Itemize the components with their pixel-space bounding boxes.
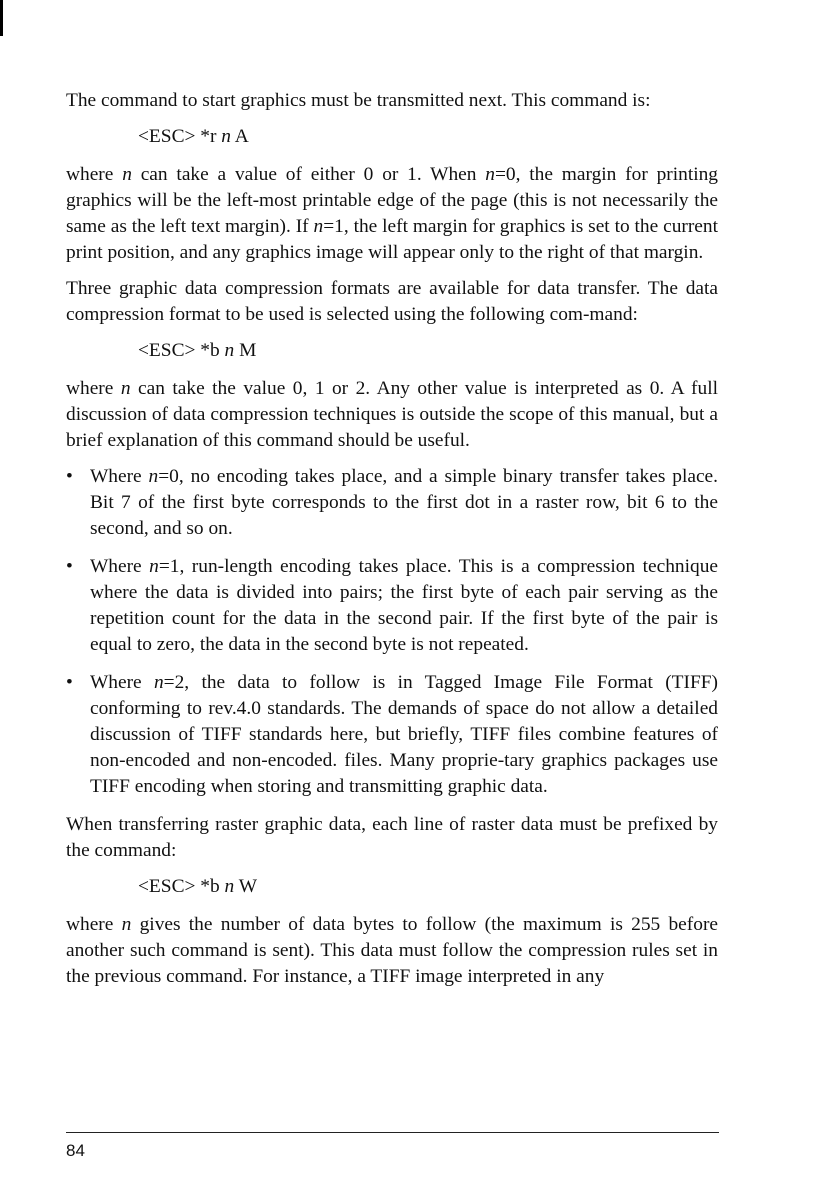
command-variable: n <box>224 340 235 361</box>
bullet-icon: • <box>66 672 73 693</box>
text-run: =1, the left margin for graphics is set to the current print position, and any graphics image will appear only to the right of that margin. <box>66 216 718 263</box>
bullet-icon: • <box>66 466 73 487</box>
command-prefix: <ESC> *b <box>138 340 225 361</box>
escape-command-compression <box>66 338 718 364</box>
list-item <box>66 464 718 542</box>
page-edge-mark <box>0 0 3 36</box>
text-run: =0, no encoding takes place, and a simple binary transfer takes place. Bit 7 of the first byte corresponds to the first dot in a raster row, bit 6 to the second, and so on. <box>90 466 719 539</box>
margin-paragraph <box>66 162 718 266</box>
variable-n: n <box>313 216 324 237</box>
command-prefix: <ESC> *r <box>138 126 222 147</box>
variable-n: n <box>121 914 132 935</box>
text-run: gives the number of data bytes to follow (the maximum is 255 before another such command is sent). This data must follow the compression rules set in the previous command. For instance, a TIFF image interpreted in any <box>66 914 719 987</box>
encoding-list <box>66 464 718 800</box>
variable-n: n <box>120 378 131 399</box>
command-variable: n <box>224 876 235 897</box>
text-run: =0, the margin for printing graphics will be the left-most printable edge of the page (this is not necessarily the same as the left text margin). If <box>66 164 718 237</box>
text-run: can take a value of either 0 or 1. When <box>131 164 486 185</box>
intro-paragraph: The command to start graphics must be transmitted next. This command is: <box>66 90 651 111</box>
text-run: where <box>66 378 121 399</box>
escape-command-graphics-start <box>66 124 718 150</box>
raster-paragraph: When transferring raster graphic data, each line of raster data must be prefixed by the command: <box>66 814 718 861</box>
command-suffix: W <box>234 876 258 897</box>
text-run: Where <box>90 466 149 487</box>
variable-n: n <box>149 556 159 577</box>
text-run: =1, run-length encoding takes place. This is a compression technique where the data is divided into pairs; the first byte of each pair serving as the repetition count for the data in the second pair. If the first byte of the pair is equal to zero, the data in the second byte is not repeated. <box>90 556 718 655</box>
escape-command-raster <box>66 874 718 900</box>
variable-n: n <box>122 164 132 185</box>
command-suffix: M <box>234 340 257 361</box>
command-variable: n <box>221 126 231 147</box>
page-number: 84 <box>66 1141 85 1160</box>
value-paragraph <box>66 376 718 454</box>
text-run: =2, the data to follow is in Tagged Image File Format (TIFF) conforming to rev.4.0 standards. The demands of space do not allow a detailed discussion of TIFF standards here, but briefly, TIFF files combine features of non-encoded and non-encoded. files. Many proprie-tary graphics packages use TIFF encoding when storing and transmitting graphic data. <box>90 672 718 797</box>
bytes-paragraph <box>66 912 718 990</box>
compression-paragraph: Three graphic data compression formats are available for data transfer. The data compression format to be used is selected using the following com-mand: <box>66 278 718 325</box>
variable-n: n <box>153 672 164 693</box>
command-prefix: <ESC> *b <box>138 876 225 897</box>
text-run: can take the value 0, 1 or 2. Any other value is interpreted as 0. A full discussion of data compression techniques is outside the scope of this manual, but a brief explanation of this command should be useful. <box>66 378 718 451</box>
bullet-icon: • <box>66 556 73 577</box>
list-item <box>66 670 718 800</box>
command-suffix: A <box>230 126 249 147</box>
text-run: where <box>66 914 122 935</box>
variable-n: n <box>485 164 495 185</box>
text-run: where <box>66 164 123 185</box>
variable-n: n <box>148 466 159 487</box>
list-item <box>66 554 718 658</box>
text-run: Where <box>90 672 154 693</box>
document-body <box>66 88 718 1000</box>
footer-rule <box>66 1132 719 1133</box>
text-run: Where <box>90 556 150 577</box>
